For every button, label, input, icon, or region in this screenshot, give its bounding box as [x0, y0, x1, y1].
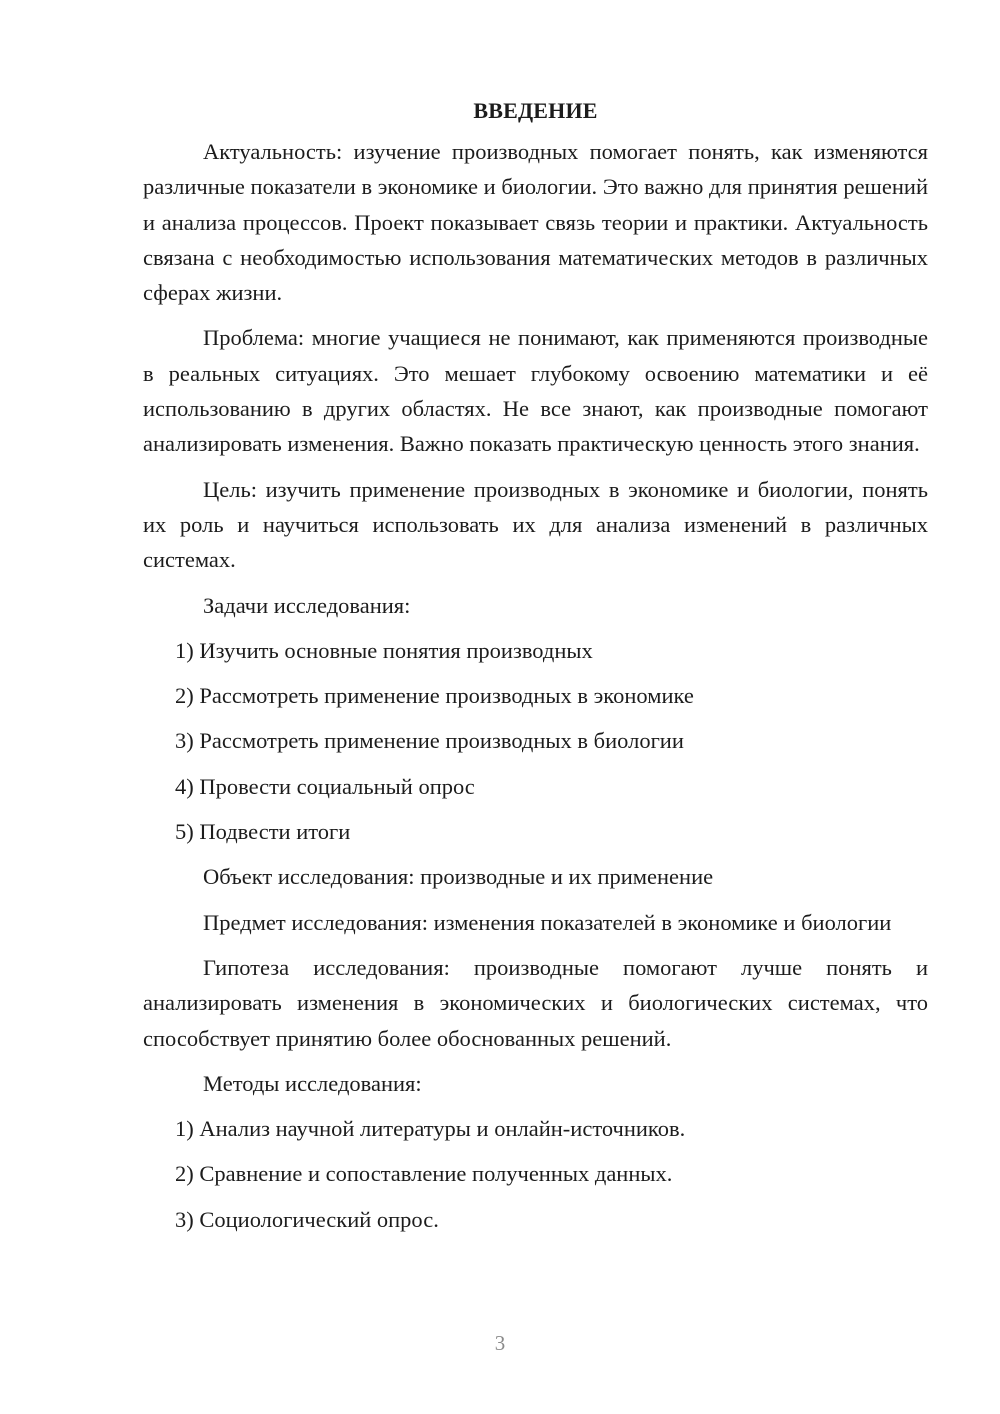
method-item: 3) Социологический опрос.: [175, 1206, 439, 1232]
tasks-heading: Задачи исследования:: [203, 592, 411, 618]
task-item: 5) Подвести итоги: [175, 819, 351, 845]
document-page: [143, 94, 928, 1247]
method-item: 2) Сравнение и сопоставление полученных данных.: [175, 1161, 673, 1187]
task-item: 3) Рассмотреть применение производных в биологии: [175, 728, 684, 754]
task-item: 2) Рассмотреть применение производных в экономике: [175, 683, 694, 709]
paragraph-relevance: Актуальность: изучение производных помогает понять, как изменяются различные показатели в экономике и биологии. Это важно для принятия решений и анализа процессов. Проект показывает связь теории и практики. Актуальность связана с необходимостью использования математических методов в различных сферах жизни.: [143, 139, 928, 306]
research-object: Объект исследования: производные и их применение: [203, 864, 714, 890]
research-hypothesis: Гипотеза исследования: производные помогают лучше понять и анализировать изменения в экономических и биологических системах, что способствует принятию более обоснованных решений.: [143, 954, 928, 1051]
page-title: ВВЕДЕНИЕ: [473, 98, 598, 123]
task-item: 1) Изучить основные понятия производных: [175, 637, 593, 663]
paragraph-goal: Цель: изучить применение производных в экономике и биологии, понять их роль и научиться использовать их для анализа изменений в различных системах.: [143, 476, 928, 573]
methods-heading: Методы исследования:: [203, 1070, 422, 1096]
research-subject: Предмет исследования: изменения показателей в экономике и биологии: [203, 909, 892, 935]
paragraph-problem: Проблема: многие учащиеся не понимают, как применяются производные в реальных ситуациях. Это мешает глубокому освоению математики и её использованию в других областях. Не все знают, как производные помогают анализировать изменения. Важно показать практическую ценность этого знания.: [143, 325, 928, 457]
page-number: 3: [494, 1331, 506, 1355]
method-item: 1) Анализ научной литературы и онлайн-источников.: [175, 1116, 686, 1142]
task-item: 4) Провести социальный опрос: [175, 773, 475, 799]
